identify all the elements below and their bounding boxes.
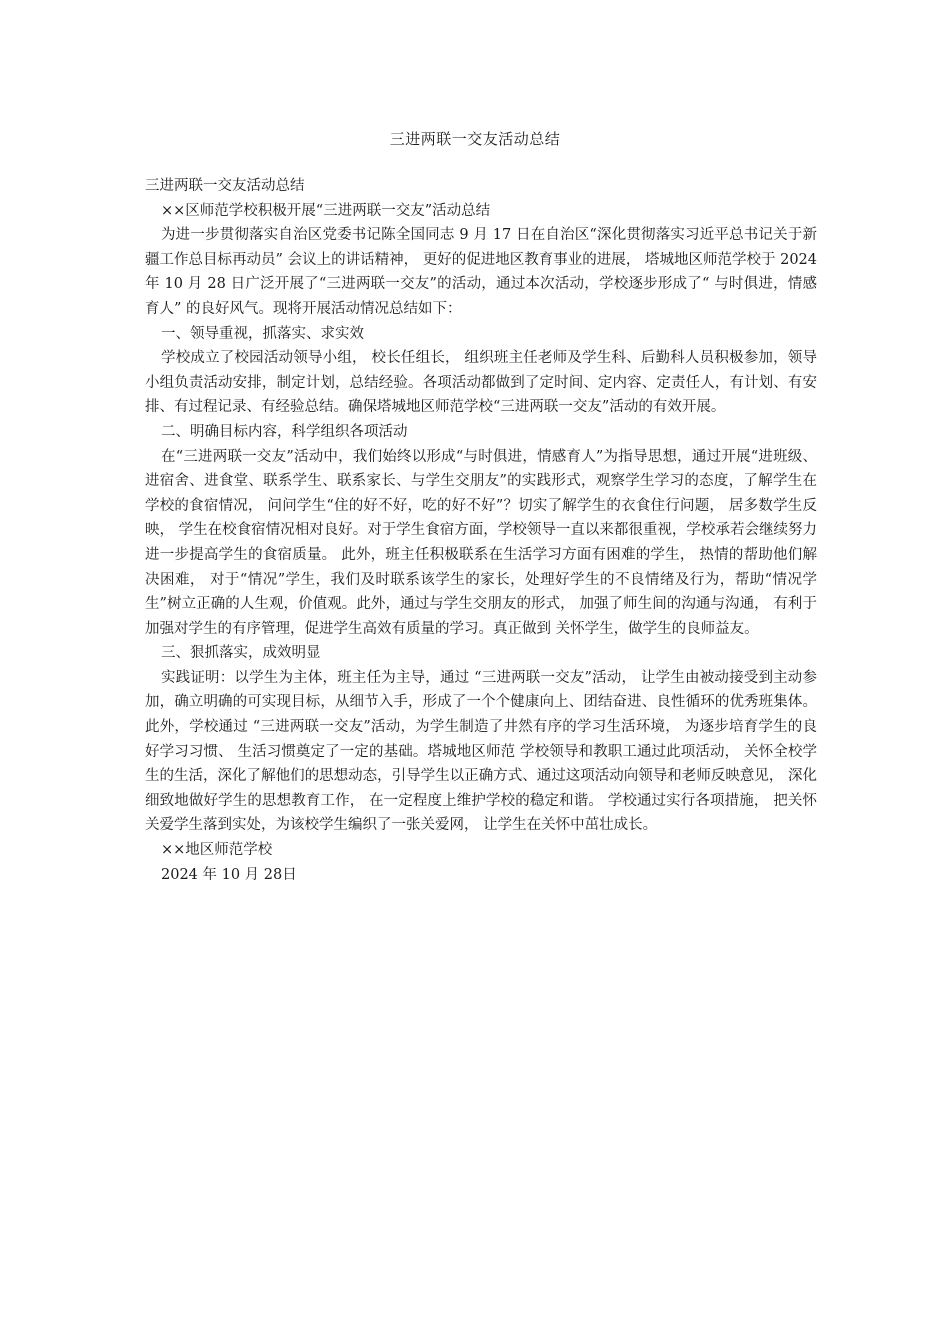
document-title: 三进两联一交友活动总结 (389, 130, 561, 148)
intro-paragraph: 为进一步贯彻落实自治区党委书记陈全国同志 9 月 17 日在自治区“深化贯彻落实习近平总书记关于新疆工作总目标再动员” 会议上的讲话精神， 更好的促进地区教育事业的进展， 塔城地区师范学校于 2024 年 10 月 28 日广泛开展了“三进两联一交友”的活动，通过本次活动，学校逐步形成了“ 与时俱进，情感育人” 的良好风气。现将开展活动情况总结如下： (145, 227, 817, 317)
heading-repeat: 三进两联一交友活动总结 (145, 178, 305, 194)
section-3-heading: 三、狠抓落实，成效明显 (161, 645, 321, 662)
section-2-heading: 二、明确目标内容，科学组织各项活动 (161, 423, 408, 440)
signature-date: 2024 年 10 月 28日 (161, 866, 297, 883)
signature-organization: ××地区师范学校 (161, 842, 273, 859)
document-subtitle: ××区师范学校积极开展“三进两联一交友”活动总结 (161, 202, 491, 219)
section-2-paragraph: 在“三进两联一交友”活动中，我们始终以形成“与时俱进，情感育人”为指导思想，通过开展“进班级、进宿舍、进食堂、联系学生、联系家长、与学生交朋友”的实践形式，观察学生学习的态度，了解学生在学校的食宿情况， 问问学生“住的好不好，吃的好不好”？切实了解学生的衣食住行问题， 居多数学生反映， 学生在校食宿情况相对良好。对于学生食宿方面，学校领导一直以来都很重视，学校承若会继续努力进一步提高学生的食宿质量。 此外，班主任积极联系在生活学习方面有困难的学生， 热情的帮助他们解决困难， 对于“情况”学生，我们及时联系该学生的家长，处理好学生的不良情绪及行为，帮助“情况学生”树立正确的人生观，价值观。此外，通过与学生交朋友的形式， 加强了师生间的沟通与沟通， 有利于加强对学生的有序管理，促进学生高效有质量的学习。真正做到 关怀学生，做学生的良师益友。 (145, 448, 817, 637)
section-1-heading: 一、领导重视，抓落实、求实效 (161, 325, 364, 342)
document-body (145, 174, 817, 887)
section-3-paragraph: 实践证明：以学生为主体，班主任为主导，通过 “三进两联一交友”活动， 让学生由被动接受到主动参加，确立明确的可实现目标，从细节入手，形成了一个个健康向上、团结奋进、良性循环的优秀班集体。此外，学校通过 “三进两联一交友”活动，为学生制造了井然有序的学习生活环境， 为逐步培育学生的良好学习习惯、 生活习惯奠定了一定的基础。塔城地区师范 学校领导和教职工通过此项活动， 关怀全校学生的生活，深化了解他们的思想动态，引导学生以正确方式、通过这项活动向领导和老师反映意见， 深化细致地做好学生的思想教育工作， 在一定程度上维护学校的稳定和谐。 学校通过实行各项措施， 把关怀关爱学生落到实处，为该校学生编织了一张关爱网， 让学生在关怀中茁壮成长。 (145, 669, 817, 834)
section-1-paragraph: 学校成立了校园活动领导小组， 校长任组长， 组织班主任老师及学生科、后勤科人员积极参加，领导小组负责活动安排，制定计划，总结经验。各项活动都做到了定时间、定内容、定责任人，有计划、有安排、有过程记录、有经验总结。确保塔城地区师范学校“三进两联一交友”活动的有效开展。 (145, 350, 817, 416)
